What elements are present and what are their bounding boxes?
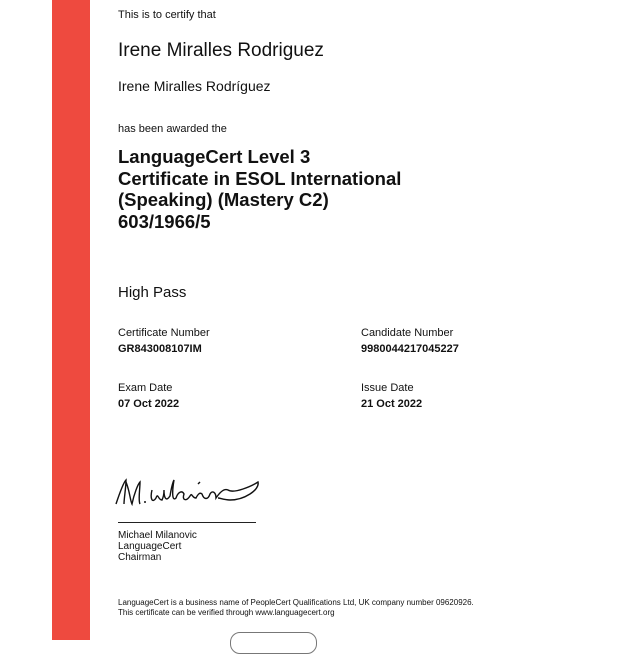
result-grade: High Pass [118,284,187,301]
certificate-number: GR843008107IM [118,343,202,355]
signatory-block [118,530,197,563]
issue-date-label: Issue Date [361,382,414,394]
signatory-role: Chairman [118,552,162,563]
footer-text [118,598,474,617]
candidate-number: 9980044217045227 [361,343,459,355]
exam-date-label: Exam Date [118,382,173,394]
seal-box [230,632,317,654]
signatory-org: LanguageCert [118,541,182,552]
signature-line [118,522,256,523]
awarded-text: has been awarded the [118,123,227,135]
red-side-bar [52,0,90,640]
candidate-name-alt: Irene Miralles Rodríguez [118,78,271,94]
certificate-number-label: Certificate Number [118,327,210,339]
signatory-name: Michael Milanovic [118,530,197,541]
qualification-line: (Speaking) (Mastery C2) [118,189,329,210]
signature-image [112,470,262,510]
exam-date: 07 Oct 2022 [118,398,180,410]
qualification-line: Certificate in ESOL International [118,167,402,189]
footer-company-line: LanguageCert is a business name of PeopleCert Qualifications Ltd, UK company number 09620926. [118,598,474,607]
candidate-name: Irene Miralles Rodriguez [118,40,324,61]
qualification-code: 603/1966/5 [118,210,211,232]
qualification-title [118,146,401,232]
qualification-line: LanguageCert Level 3 [118,146,311,167]
issue-date: 21 Oct 2022 [361,398,423,410]
footer-verify-line: This certificate can be verified through www.languagecert.org [118,607,335,617]
candidate-number-label: Candidate Number [361,327,454,339]
intro-text: This is to certify that [118,9,216,21]
